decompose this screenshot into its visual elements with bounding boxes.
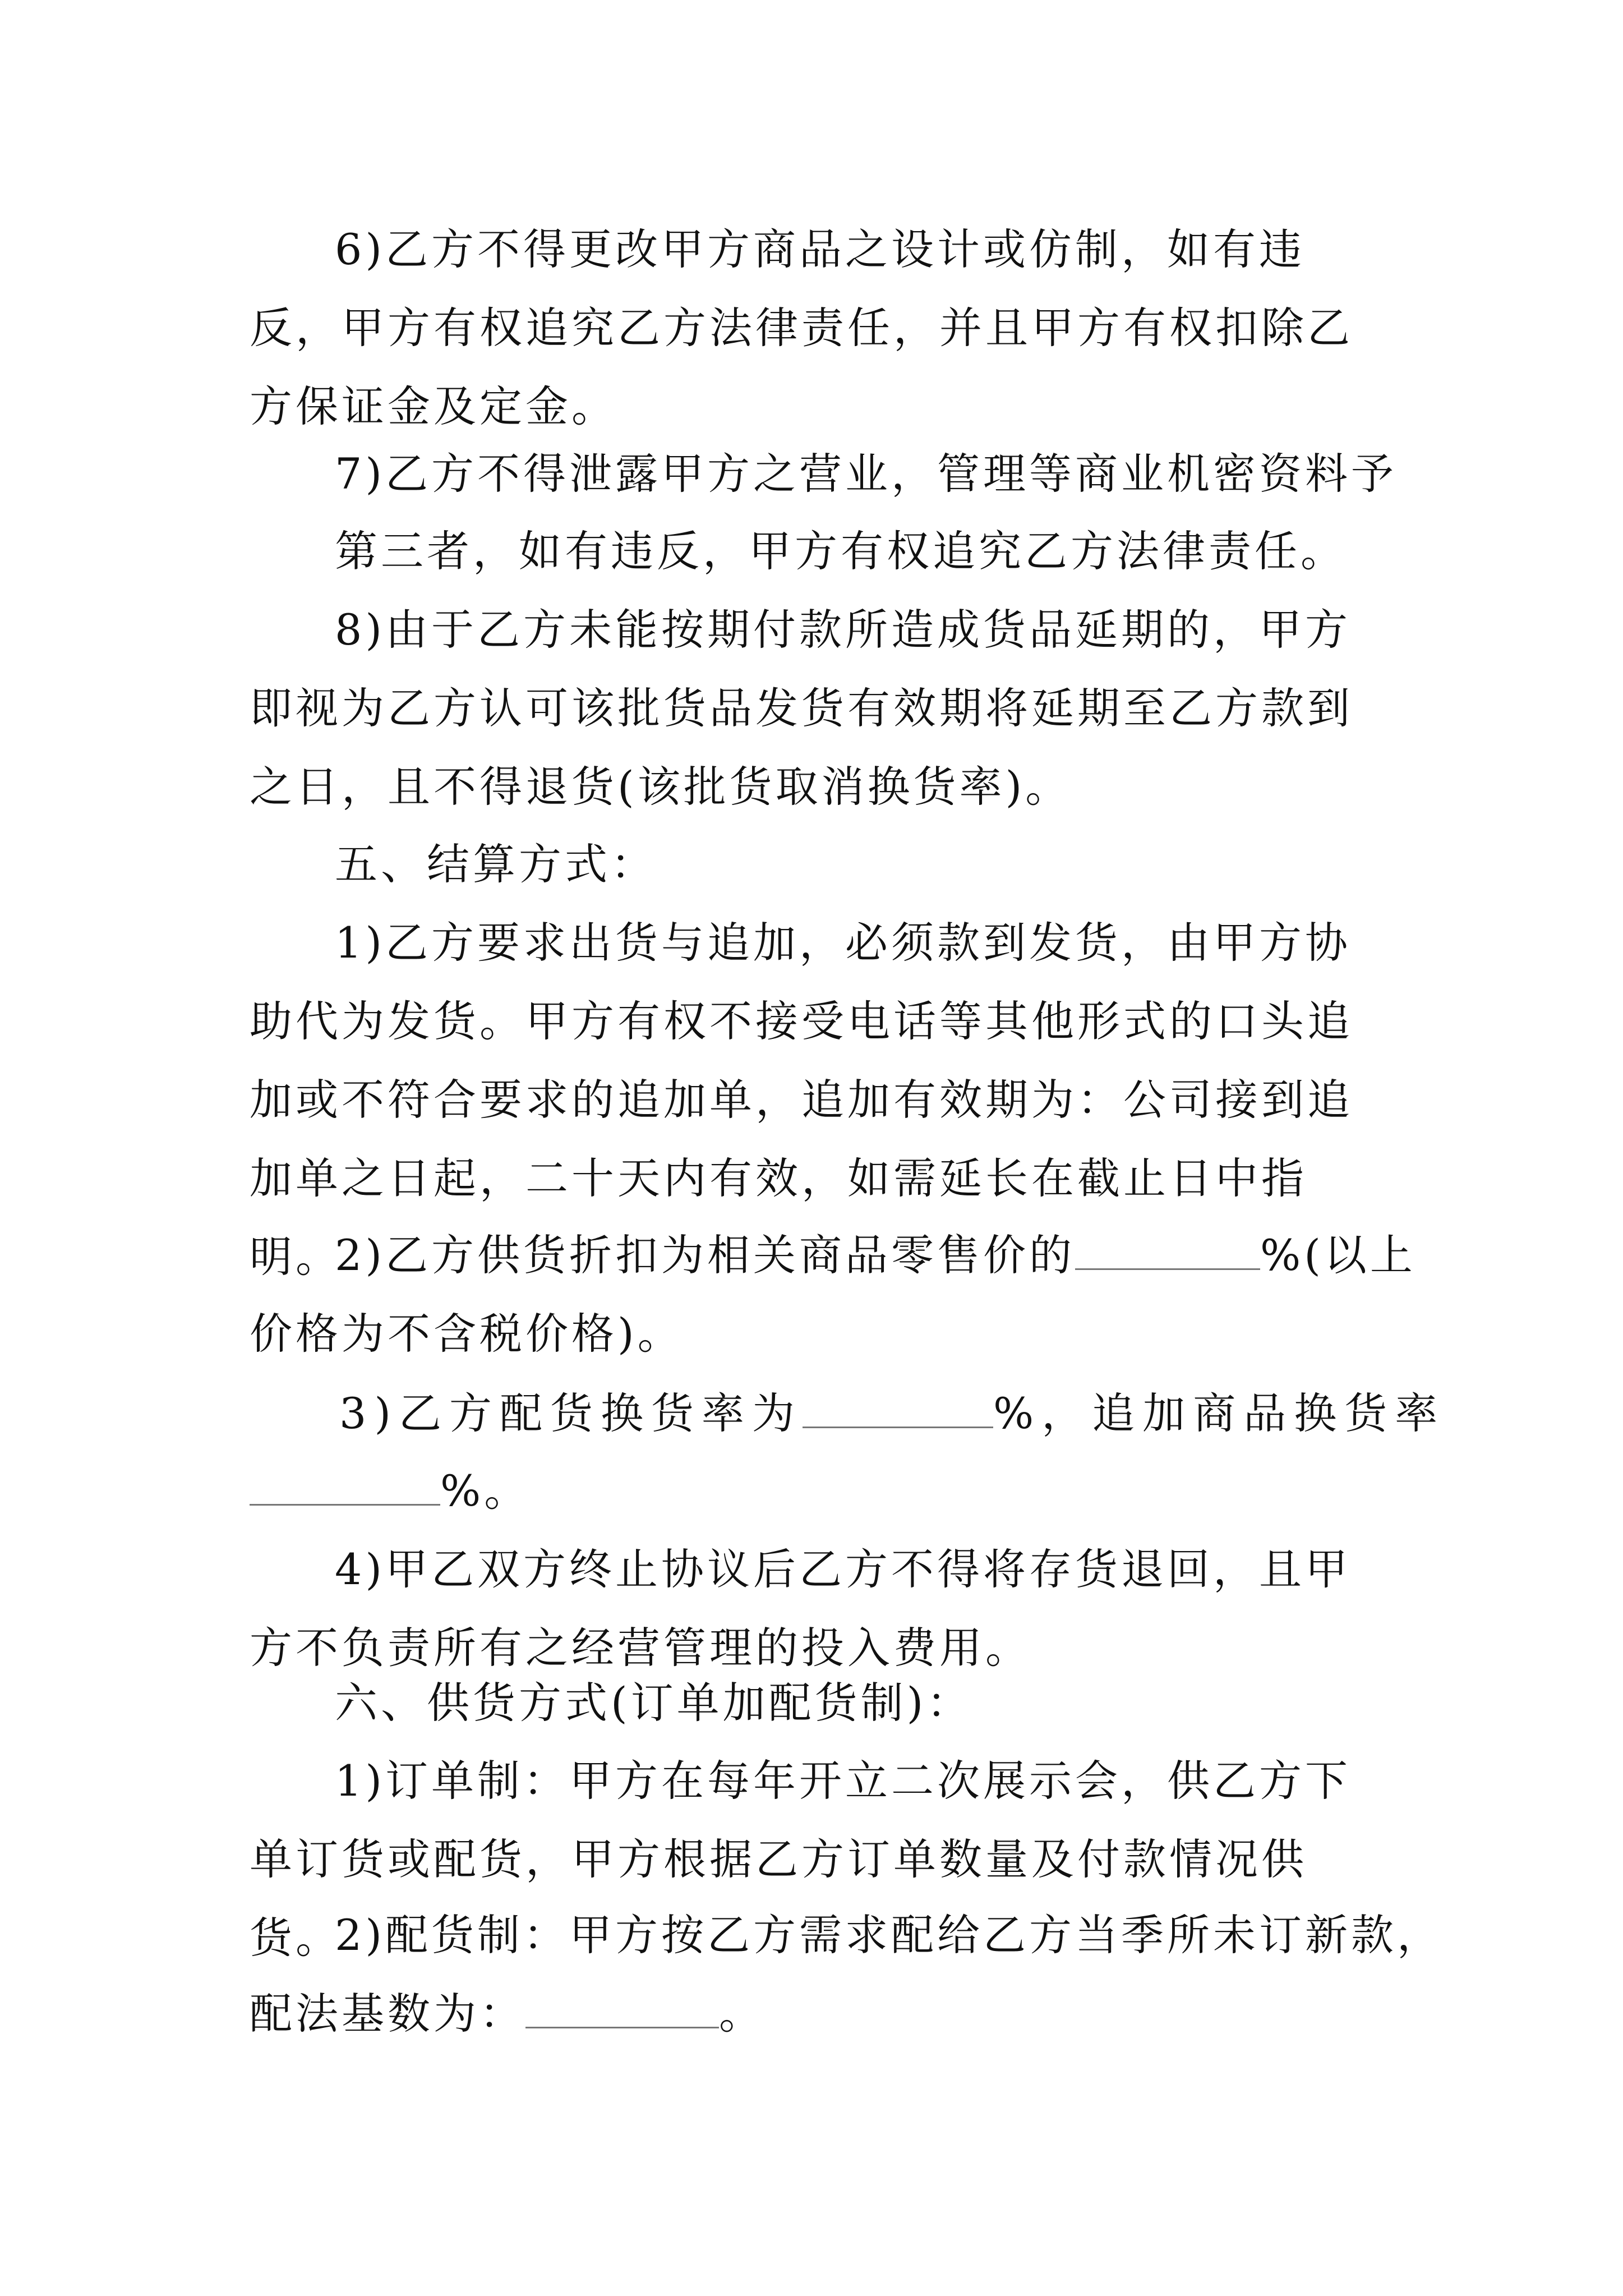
allocation-base-blank-field[interactable] [525,1986,719,2028]
supply-clause-2: 2)配货制：甲方按乙方需求配给乙方当季所未订新款， [335,1910,1444,1960]
supply-clause-2-continued [250,1975,765,2053]
settlement-clause-3-text: 3)乙方配货换货率为 [339,1388,803,1438]
clause-6: 6)乙方不得更改甲方商品之设计或仿制，如有违反，甲方有权追究乙方法律责任，并且甲方有权扣除乙方保证金及定金。 [250,224,1353,431]
settlement-clause-2-continued: 价格为不含税价格)。 [250,1309,684,1359]
clause-8: 8)由于乙方未能按期付款所造成货品延期的，甲方即视为乙方认可该批货品发货有效期将延期至乙方款到之日，且不得退货(该批货取消换货率)。 [250,605,1353,812]
settlement-clause-3-suffix: %。 [440,1466,531,1516]
settlement-clause-2-text: 2)乙方供货折扣为相关商品零售价的 [335,1230,1076,1280]
clause-7-line-2: 第三者，如有违反，甲方有权追究乙方法律责任。 [335,526,1347,576]
exchange-rate-blank-field[interactable] [803,1386,993,1428]
settlement-clause-3 [339,1374,1445,1453]
discount-blank-field[interactable] [1075,1228,1260,1270]
settlement-clause-1: 1)乙方要求出货与追加，必须款到发货，由甲方协助代为发货。甲方有权不接受电话等其他形式的口头追加或不符合要求的追加单，追加有效期为：公司接到追加单之日起，二十天内有效，如需延长在截止日中指明。 [250,918,1353,1282]
settlement-clause-4: 4)甲乙双方终止协议后乙方不得将存货退回，且甲方不负责所有之经营管理的投入费用。 [250,1544,1352,1673]
supply-clause-2-suffix: 。 [719,1989,765,2039]
supply-clause-2-text: 配法基数为： [250,1989,525,2039]
section-6-heading: 六、供货方式(订单加配货制)： [335,1678,973,1728]
settlement-clause-2 [335,1216,1416,1295]
settlement-clause-3-middle: %，追加商品换货率 [993,1388,1446,1438]
settlement-clause-2-suffix: %(以上 [1260,1230,1416,1280]
additional-exchange-rate-blank-field[interactable] [250,1464,440,1506]
supply-clause-1: 1)订单制：甲方在每年开立二次展示会，供乙方下单订货或配货，甲方根据乙方订单数量及付款情况供货。 [250,1756,1352,1963]
settlement-clause-3-continued [250,1452,530,1530]
section-5-heading: 五、结算方式： [335,839,657,889]
clause-7-line-1: 7)乙方不得泄露甲方之营业，管理等商业机密资料予 [335,449,1398,499]
